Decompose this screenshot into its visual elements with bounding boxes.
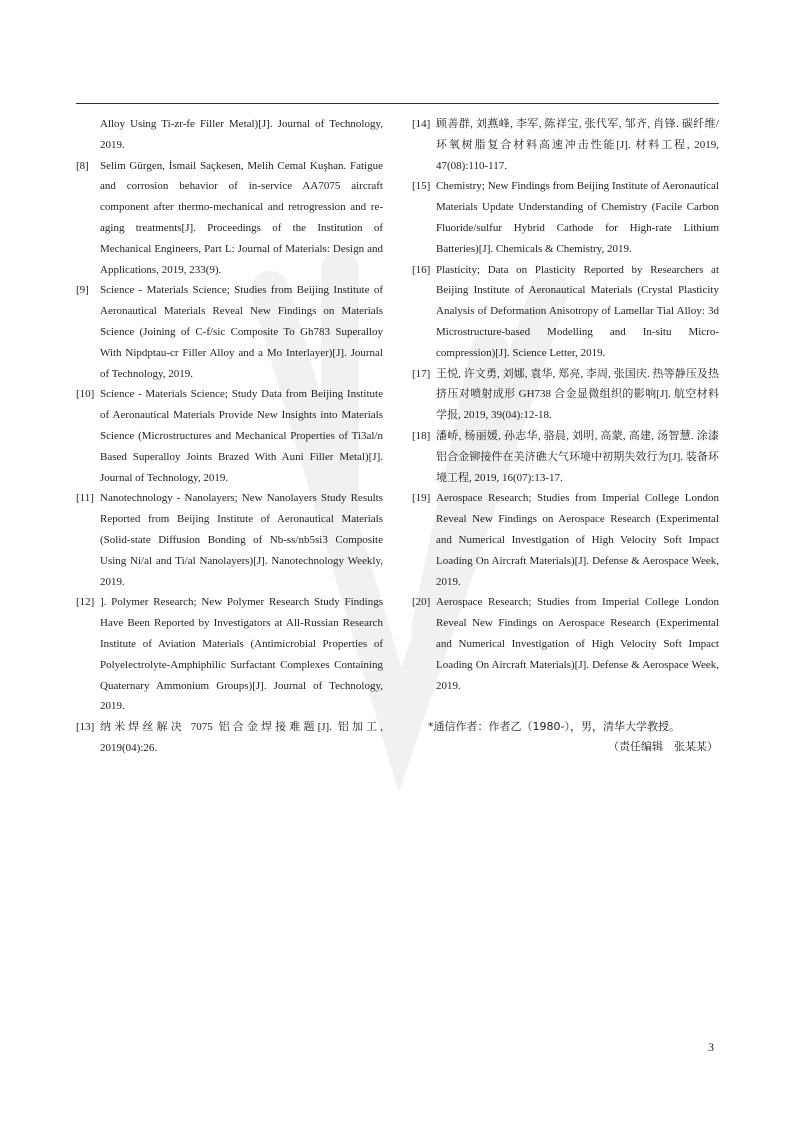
reference-entry bbox=[412, 488, 719, 592]
reference-entry bbox=[412, 426, 719, 488]
reference-entry bbox=[76, 488, 383, 592]
reference-number: [13] bbox=[76, 721, 95, 734]
reference-entry bbox=[76, 592, 383, 717]
reference-number: [11] bbox=[76, 492, 94, 505]
reference-number: [15] bbox=[412, 180, 431, 193]
reference-entry bbox=[76, 717, 383, 759]
reference-entry bbox=[412, 114, 719, 176]
reference-text: Aerospace Research; Studies from Imperial College London Reveal New Findings on Aerospace Research (Experimental and Numerical Investigation of High Velocity Soft Impact Loading On Aircraft Materials)[J]. Defense & Aerospace Week, 2019. bbox=[436, 492, 719, 588]
reference-number: [16] bbox=[412, 263, 431, 276]
reference-text: Alloy Using Ti-zr-fe Filler Metal)[J]. Journal of Technology, 2019. bbox=[100, 118, 383, 151]
reference-number: [18] bbox=[412, 429, 431, 442]
reference-text: Chemistry; New Findings from Beijing Institute of Aeronautical Materials Update Understanding of Chemistry (Facile Carbon Fluoride/sulfur Hybrid Cathode for High-rate Lithium Batteries)[J]. Chemicals & Chemistry, 2019. bbox=[436, 180, 719, 255]
reference-column-left bbox=[76, 114, 383, 759]
reference-number: [10] bbox=[76, 388, 95, 401]
reference-text: ]. Polymer Research; New Polymer Research Study Findings Have Been Reported by Investigators at All-Russian Research Institute of Aviation Materials (Antimicrobial Properties of Polyelectrolyte-Amphiphilic Surfactant Complexes Containing Quaternary Ammonium Groups)[J]. Journal of Technology, 2019. bbox=[100, 596, 383, 713]
reference-text: Selim Gürgen, İsmail Saçkesen, Melih Cemal Kuşhan. Fatigue and corrosion behavior of in-service AA7075 aircraft component after thermo-mechanical and retrogression and re-aging treatments[J]. Proceedings of the Institution of Mechanical Engineers, Part L: Journal of Materials: Design and Applications, 2019, 233(9). bbox=[100, 159, 383, 276]
reference-entry bbox=[412, 364, 719, 426]
reference-column-right bbox=[412, 114, 719, 696]
reference-text: 王悦, 许文勇, 刘娜, 袁华, 郑亮, 李周, 张国庆. 热等静压及热挤压对喷射成形 GH738 合金显微组织的影响[J]. 航空材料学报, 2019, 39(04):12-18. bbox=[436, 367, 719, 422]
reference-number: [14] bbox=[412, 118, 431, 130]
reference-entry bbox=[76, 156, 383, 281]
reference-text: 顾善群, 刘燕峰, 李军, 陈祥宝, 张代军, 邹齐, 肖锋. 碳纤维/环氧树脂复合材料高速冲击性能[J]. 材料工程, 2019, 47(08):110-117. bbox=[436, 118, 719, 172]
reference-number: [8] bbox=[76, 159, 89, 172]
page-number: 3 bbox=[708, 1040, 714, 1054]
reference-entry bbox=[76, 114, 383, 156]
reference-number: [12] bbox=[76, 596, 95, 609]
reference-text: Aerospace Research; Studies from Imperial College London Reveal New Findings on Aerospace Research (Experimental and Numerical Investigation of High Velocity Soft Impact Loading On Aircraft Materials)[J]. Defense & Aerospace Week, 2019. bbox=[436, 596, 719, 692]
reference-number: [19] bbox=[412, 492, 431, 505]
reference-text: Nanotechnology - Nanolayers; New Nanolayers Study Results Reported from Beijing Institute of Aeronautical Materials (Solid-state Diffusion Bonding of Nb-ss/nb5si3 Composite Using Ni/al and Ti/al Nanolayers)[J]. Nanotechnology Weekly, 2019. bbox=[100, 492, 383, 588]
reference-number: [17] bbox=[412, 367, 431, 380]
reference-entry bbox=[412, 176, 719, 259]
header-rule bbox=[76, 103, 719, 104]
reference-text: 纳米焊丝解决 7075 铝合金焊接难题[J]. 铝加工, 2019(04):26. bbox=[100, 721, 383, 754]
reference-entry bbox=[76, 384, 383, 488]
corresponding-author-note: *通信作者：作者乙（1980-），男，清华大学教授。 bbox=[428, 720, 680, 733]
reference-number: [9] bbox=[76, 284, 89, 297]
reference-text: Science - Materials Science; Studies from Beijing Institute of Aeronautical Materials Reveal New Findings on Materials Science (Joining of C-f/sic Composite To Gh783 Superalloy With Nipdptau-cr Filler Alloy and a Mo Interlayer)[J]. Journal of Technology, 2019. bbox=[100, 284, 383, 380]
responsible-editor: （责任编辑 张某某） bbox=[608, 740, 718, 753]
reference-text: 潘峤, 杨丽媛, 孙志华, 骆晨, 刘明, 高蒙, 高建, 汤智慧. 涂漆铝合金铆接件在美济礁大气环境中初期失效行为[J]. 装备环境工程, 2019, 16(07):13-17. bbox=[436, 429, 719, 484]
reference-text: Plasticity; Data on Plasticity Reported by Researchers at Beijing Institute of Aeronautical Materials (Crystal Plasticity Analysis of Deformation Anisotropy of Lamellar Tial Alloy: 3d Microstructure-based Modelling and In-situ Micro-compression)[J]. Science Letter, 2019. bbox=[436, 263, 719, 359]
reference-entry bbox=[76, 280, 383, 384]
reference-entry bbox=[412, 592, 719, 696]
reference-entry bbox=[412, 260, 719, 364]
reference-number: [20] bbox=[412, 596, 431, 609]
reference-text: Science - Materials Science; Study Data from Beijing Institute of Aeronautical Materials Provide New Insights into Materials Science (Microstructures and Mechanical Properties of Ti3al/n Based Superalloy Joints Brazed With Auni Filler Metal)[J]. Journal of Technology, 2019. bbox=[100, 388, 383, 484]
